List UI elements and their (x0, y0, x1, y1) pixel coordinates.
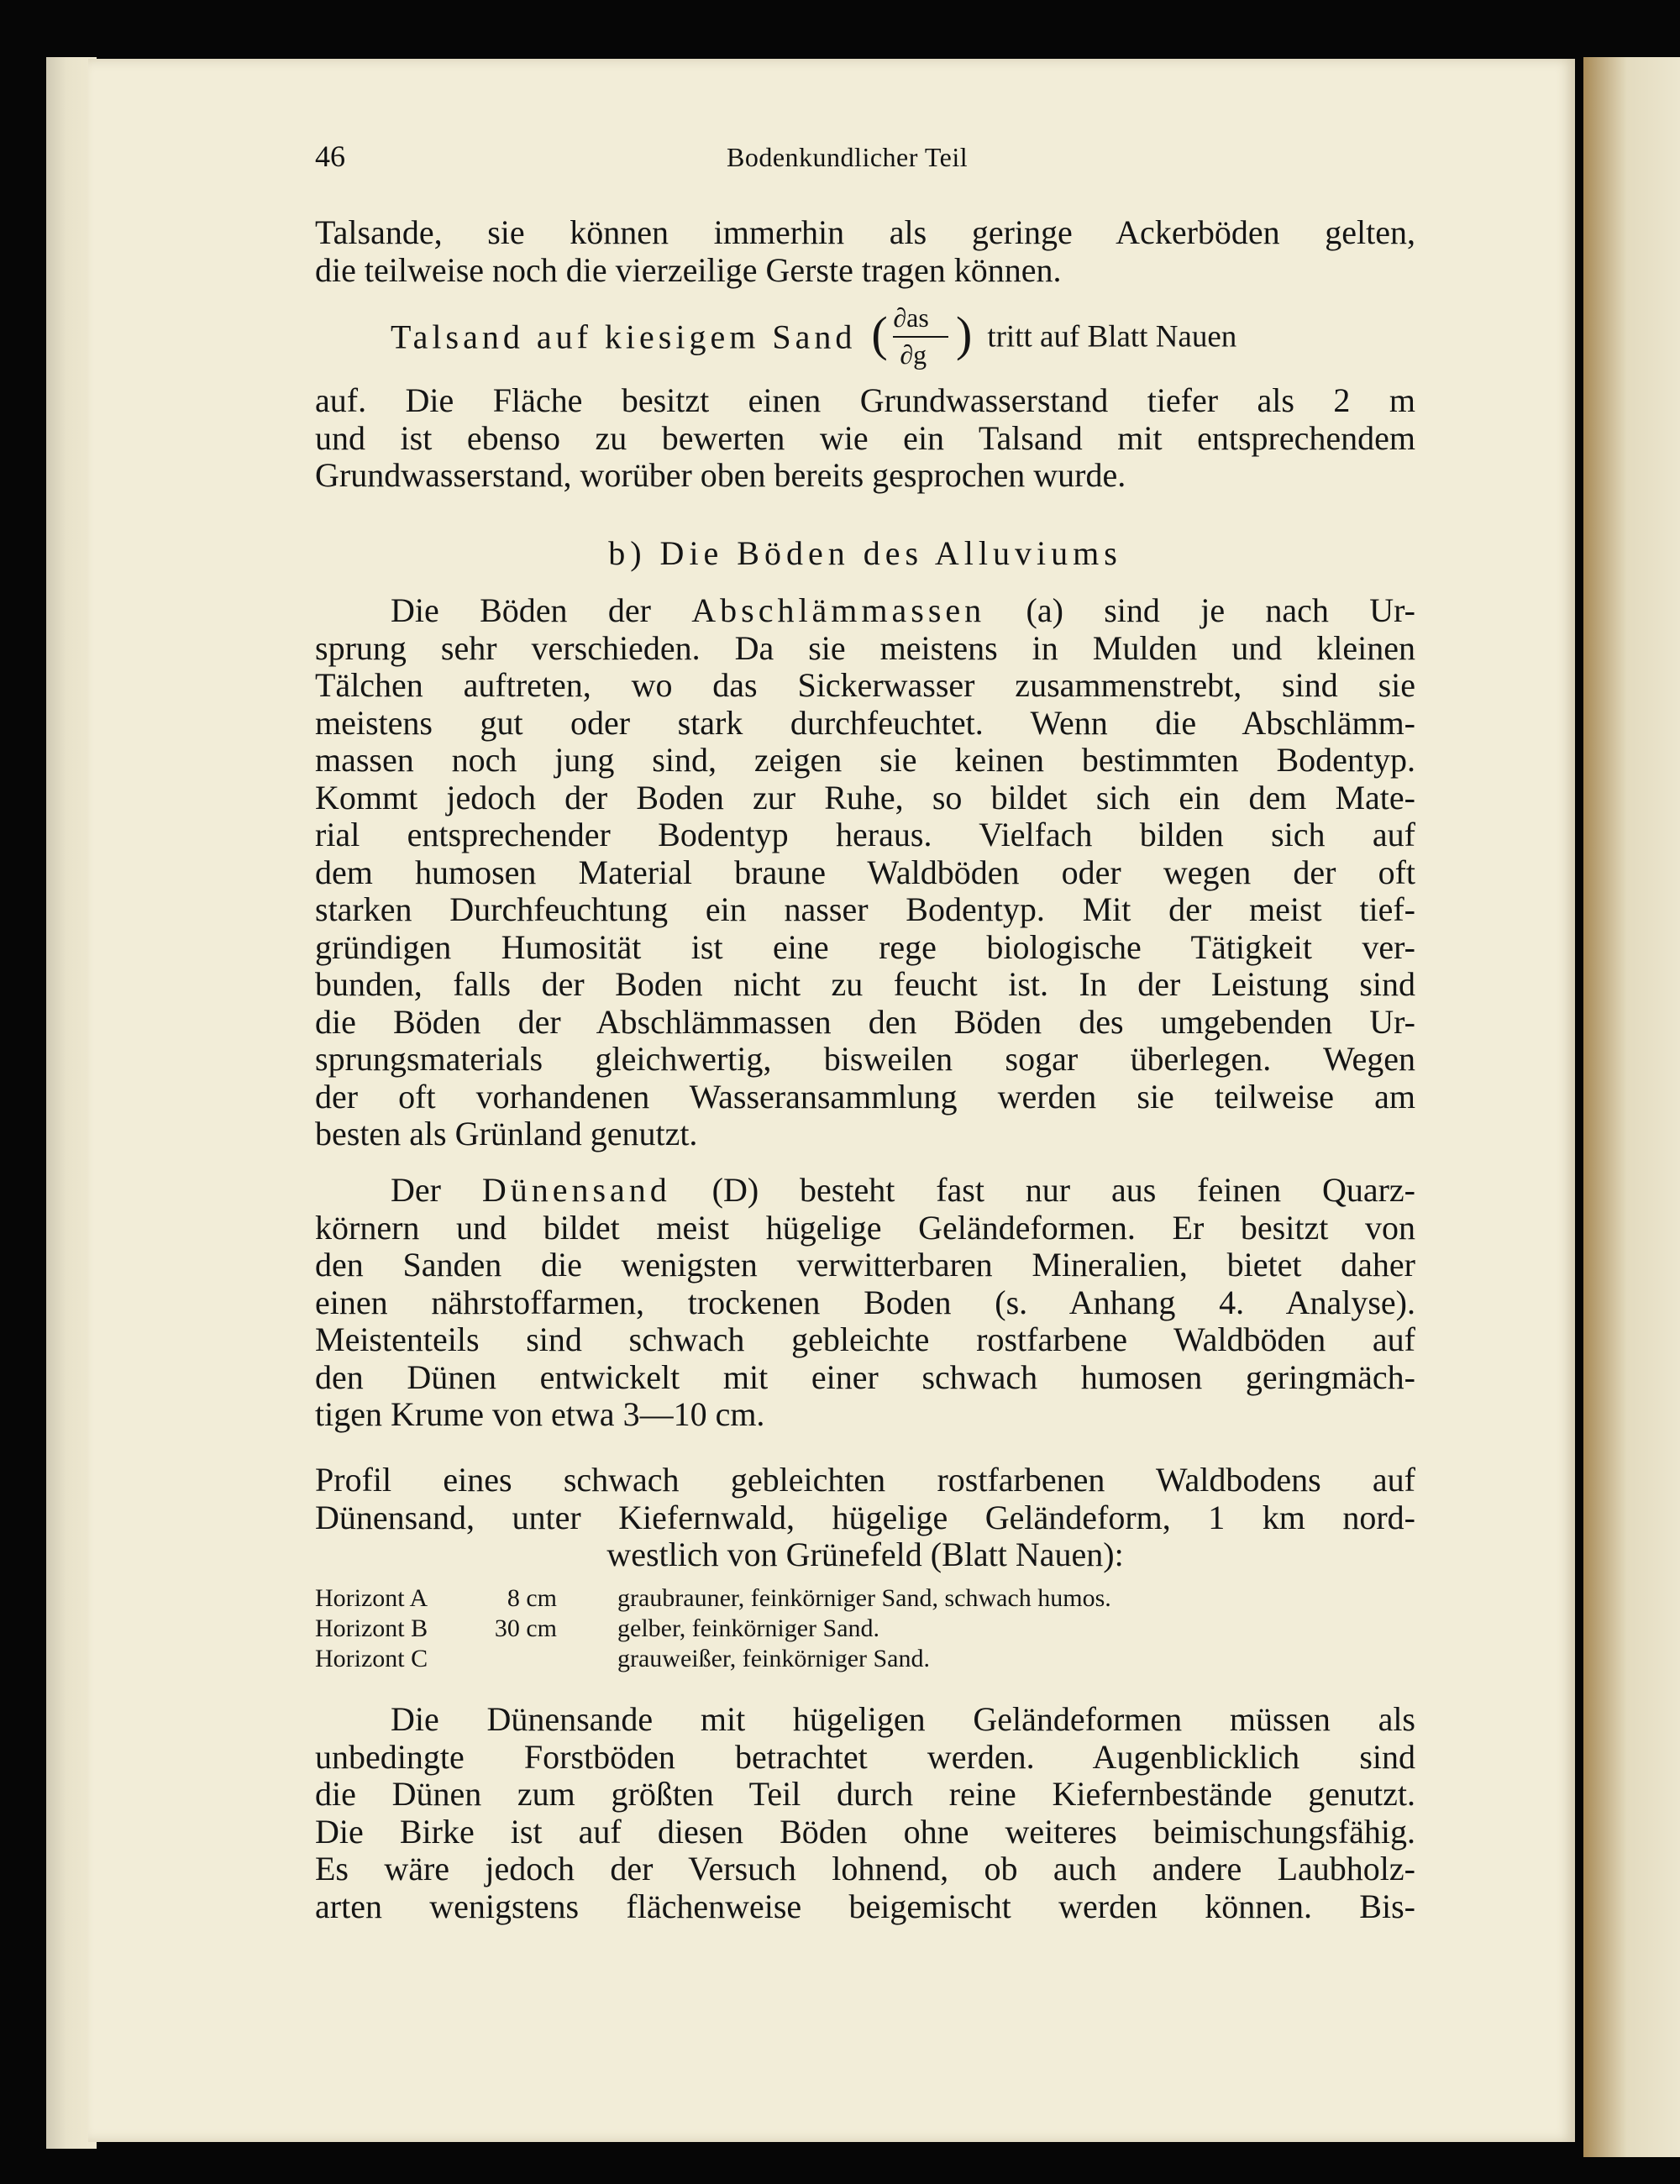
table-row (315, 1614, 1415, 1644)
talsand-line (391, 302, 1415, 378)
table-row (315, 1644, 1415, 1674)
text-fragment: Der (391, 1171, 482, 1209)
text-line: einen nährstoffarmen, trockenen Boden (s. Anhang 4. Analyse). (315, 1283, 1415, 1321)
horizon-cell: Horizont A (315, 1584, 428, 1612)
text-line: rial entsprechender Bodentyp heraus. Vielfach bilden sich auf (315, 816, 1415, 853)
page-number: 46 (315, 139, 345, 173)
text-line: Kommt jedoch der Boden zur Ruhe, so bildet sich ein dem Mate- (315, 778, 1415, 816)
section-heading: b) Die Böden des Alluviums (608, 534, 1122, 572)
table-row (315, 1583, 1415, 1614)
text-line: massen noch jung sind, zeigen sie keinen bestimmten Bodentyp. (315, 741, 1415, 779)
text-line: Die Dünensande mit hügeligen Geländeformen müssen als (391, 1700, 1415, 1738)
text-line: den Sanden die wenigsten verwitterbaren Mineralien, bietet daher (315, 1246, 1415, 1284)
profile-caption (315, 1462, 1415, 1574)
profile-table (315, 1583, 1415, 1674)
symbol-paren-open: ( (871, 307, 888, 361)
horizon-cell: Horizont B (315, 1614, 428, 1642)
paragraph-talsand-continued (315, 382, 1415, 495)
text-line: Es wäre jedoch der Versuch lohnend, ob auch andere Laubholz- (315, 1850, 1415, 1887)
page-header (315, 139, 1407, 181)
depth-cell: 30 cm (494, 1614, 557, 1642)
running-head: Bodenkundlicher Teil (727, 142, 969, 172)
depth-cell: 8 cm (507, 1584, 557, 1612)
text-line: Tälchen auftreten, wo das Sickerwasser zusammenstrebt, sind sie (315, 666, 1415, 704)
text-line-first (315, 592, 1415, 630)
text-line: und ist ebenso zu bewerten wie ein Talsand mit entsprechendem (315, 418, 1415, 457)
fraction-bar (893, 336, 948, 338)
text-line: die Dünen zum größten Teil durch reine Kiefernbestände genutzt. (315, 1775, 1415, 1813)
paragraph-duenensande-forst (315, 1701, 1415, 1925)
text-line: sprungsmaterials gleichwertig, bisweilen sogar überlegen. Wegen (315, 1040, 1415, 1078)
text-line: meistens gut oder stark durchfeuchtet. Wenn die Abschlämm- (315, 703, 1415, 742)
text-line: Profil eines schwach gebleichten rostfarbenen Waldbodens auf (315, 1461, 1415, 1499)
text-line: tigen Krume von etwa 3—10 cm. (315, 1395, 765, 1433)
symbol-paren-close: ) (956, 307, 973, 361)
text-line: körnern und bildet meist hügelige Geländeformen. Er besitzt von (315, 1208, 1415, 1247)
talsand-after: tritt auf Blatt Nauen (987, 319, 1237, 354)
spaced-term: Abschlämmassen (691, 591, 986, 629)
text-line: dem humosen Material braune Waldböden oder wegen der oft (315, 853, 1415, 891)
text-line: unbedingte Forstböden betrachtet werden. Augenblicklich sind (315, 1737, 1415, 1776)
soil-symbol-fraction (871, 302, 972, 371)
text-line: Die Birke ist auf diesen Böden ohne weiteres beimischungsfähig. (315, 1812, 1415, 1851)
text-line: starken Durchfeuchtung ein nasser Bodentyp. Mit der meist tief- (315, 890, 1415, 928)
text-line: arten wenigstens flächenweise beigemischt werden können. Bis- (315, 1887, 1415, 1925)
text-line: auf. Die Fläche besitzt einen Grundwasserstand tiefer als 2 m (315, 381, 1415, 419)
facing-page-edge (1583, 57, 1680, 2157)
description-cell: grauweißer, feinkörniger Sand. (617, 1645, 930, 1672)
horizon-cell: Horizont C (315, 1645, 428, 1672)
paragraph-duenensand (315, 1172, 1415, 1434)
text-line: Grundwasserstand, worüber oben bereits gesprochen wurde. (315, 456, 1126, 494)
text-line: bunden, falls der Boden nicht zu feucht ist. In der Leistung sind (315, 965, 1415, 1003)
symbol-denominator: ∂g (900, 339, 927, 370)
text-line: westlich von Grünefeld (Blatt Nauen): (606, 1536, 1124, 1573)
paragraph-talsande (315, 214, 1415, 289)
text-line: die Böden der Abschlämmassen den Böden des umgebenden Ur- (315, 1002, 1415, 1041)
paragraph-talsand-kiesig (315, 302, 1415, 378)
text-line: den Dünen entwickelt mit einer schwach humosen geringmäch- (315, 1357, 1415, 1396)
text-line-first (315, 1172, 1415, 1210)
text-line: der oft vorhandenen Wasseransammlung werden sie teilweise am (315, 1077, 1415, 1116)
text-line: gründigen Humosität ist eine rege biologische Tätigkeit ver- (315, 927, 1415, 966)
text-line: sprung sehr verschieden. Da sie meistens in Mulden und kleinen (315, 628, 1415, 667)
text-fragment: (D) besteht fast nur aus feinen Quarz- (670, 1171, 1415, 1209)
text-fragment: (a) sind je nach Ur- (985, 591, 1415, 629)
text-line: die teilweise noch die vierzeilige Gerste tragen können. (315, 250, 1062, 289)
text-line: Meistenteils sind schwach gebleichte rostfarbene Waldböden auf (315, 1320, 1415, 1358)
text-fragment: Die Böden der (391, 591, 692, 629)
text-line: Talsande, sie können immerhin als geringe Ackerböden gelten, (315, 213, 1415, 251)
text-line: Dünensand, unter Kiefernwald, hügelige Geländeform, 1 km nord- (315, 1498, 1415, 1536)
text-line: besten als Grünland genutzt. (315, 1115, 698, 1152)
talsand-term: Talsand auf kiesigem Sand (391, 318, 857, 356)
description-cell: graubrauner, feinkörniger Sand, schwach humos. (617, 1584, 1111, 1612)
paragraph-abschlaemmassen (315, 592, 1415, 1153)
spaced-term: Dünensand (481, 1171, 671, 1209)
symbol-numerator: ∂as (893, 302, 929, 333)
description-cell: gelber, feinkörniger Sand. (617, 1614, 880, 1642)
